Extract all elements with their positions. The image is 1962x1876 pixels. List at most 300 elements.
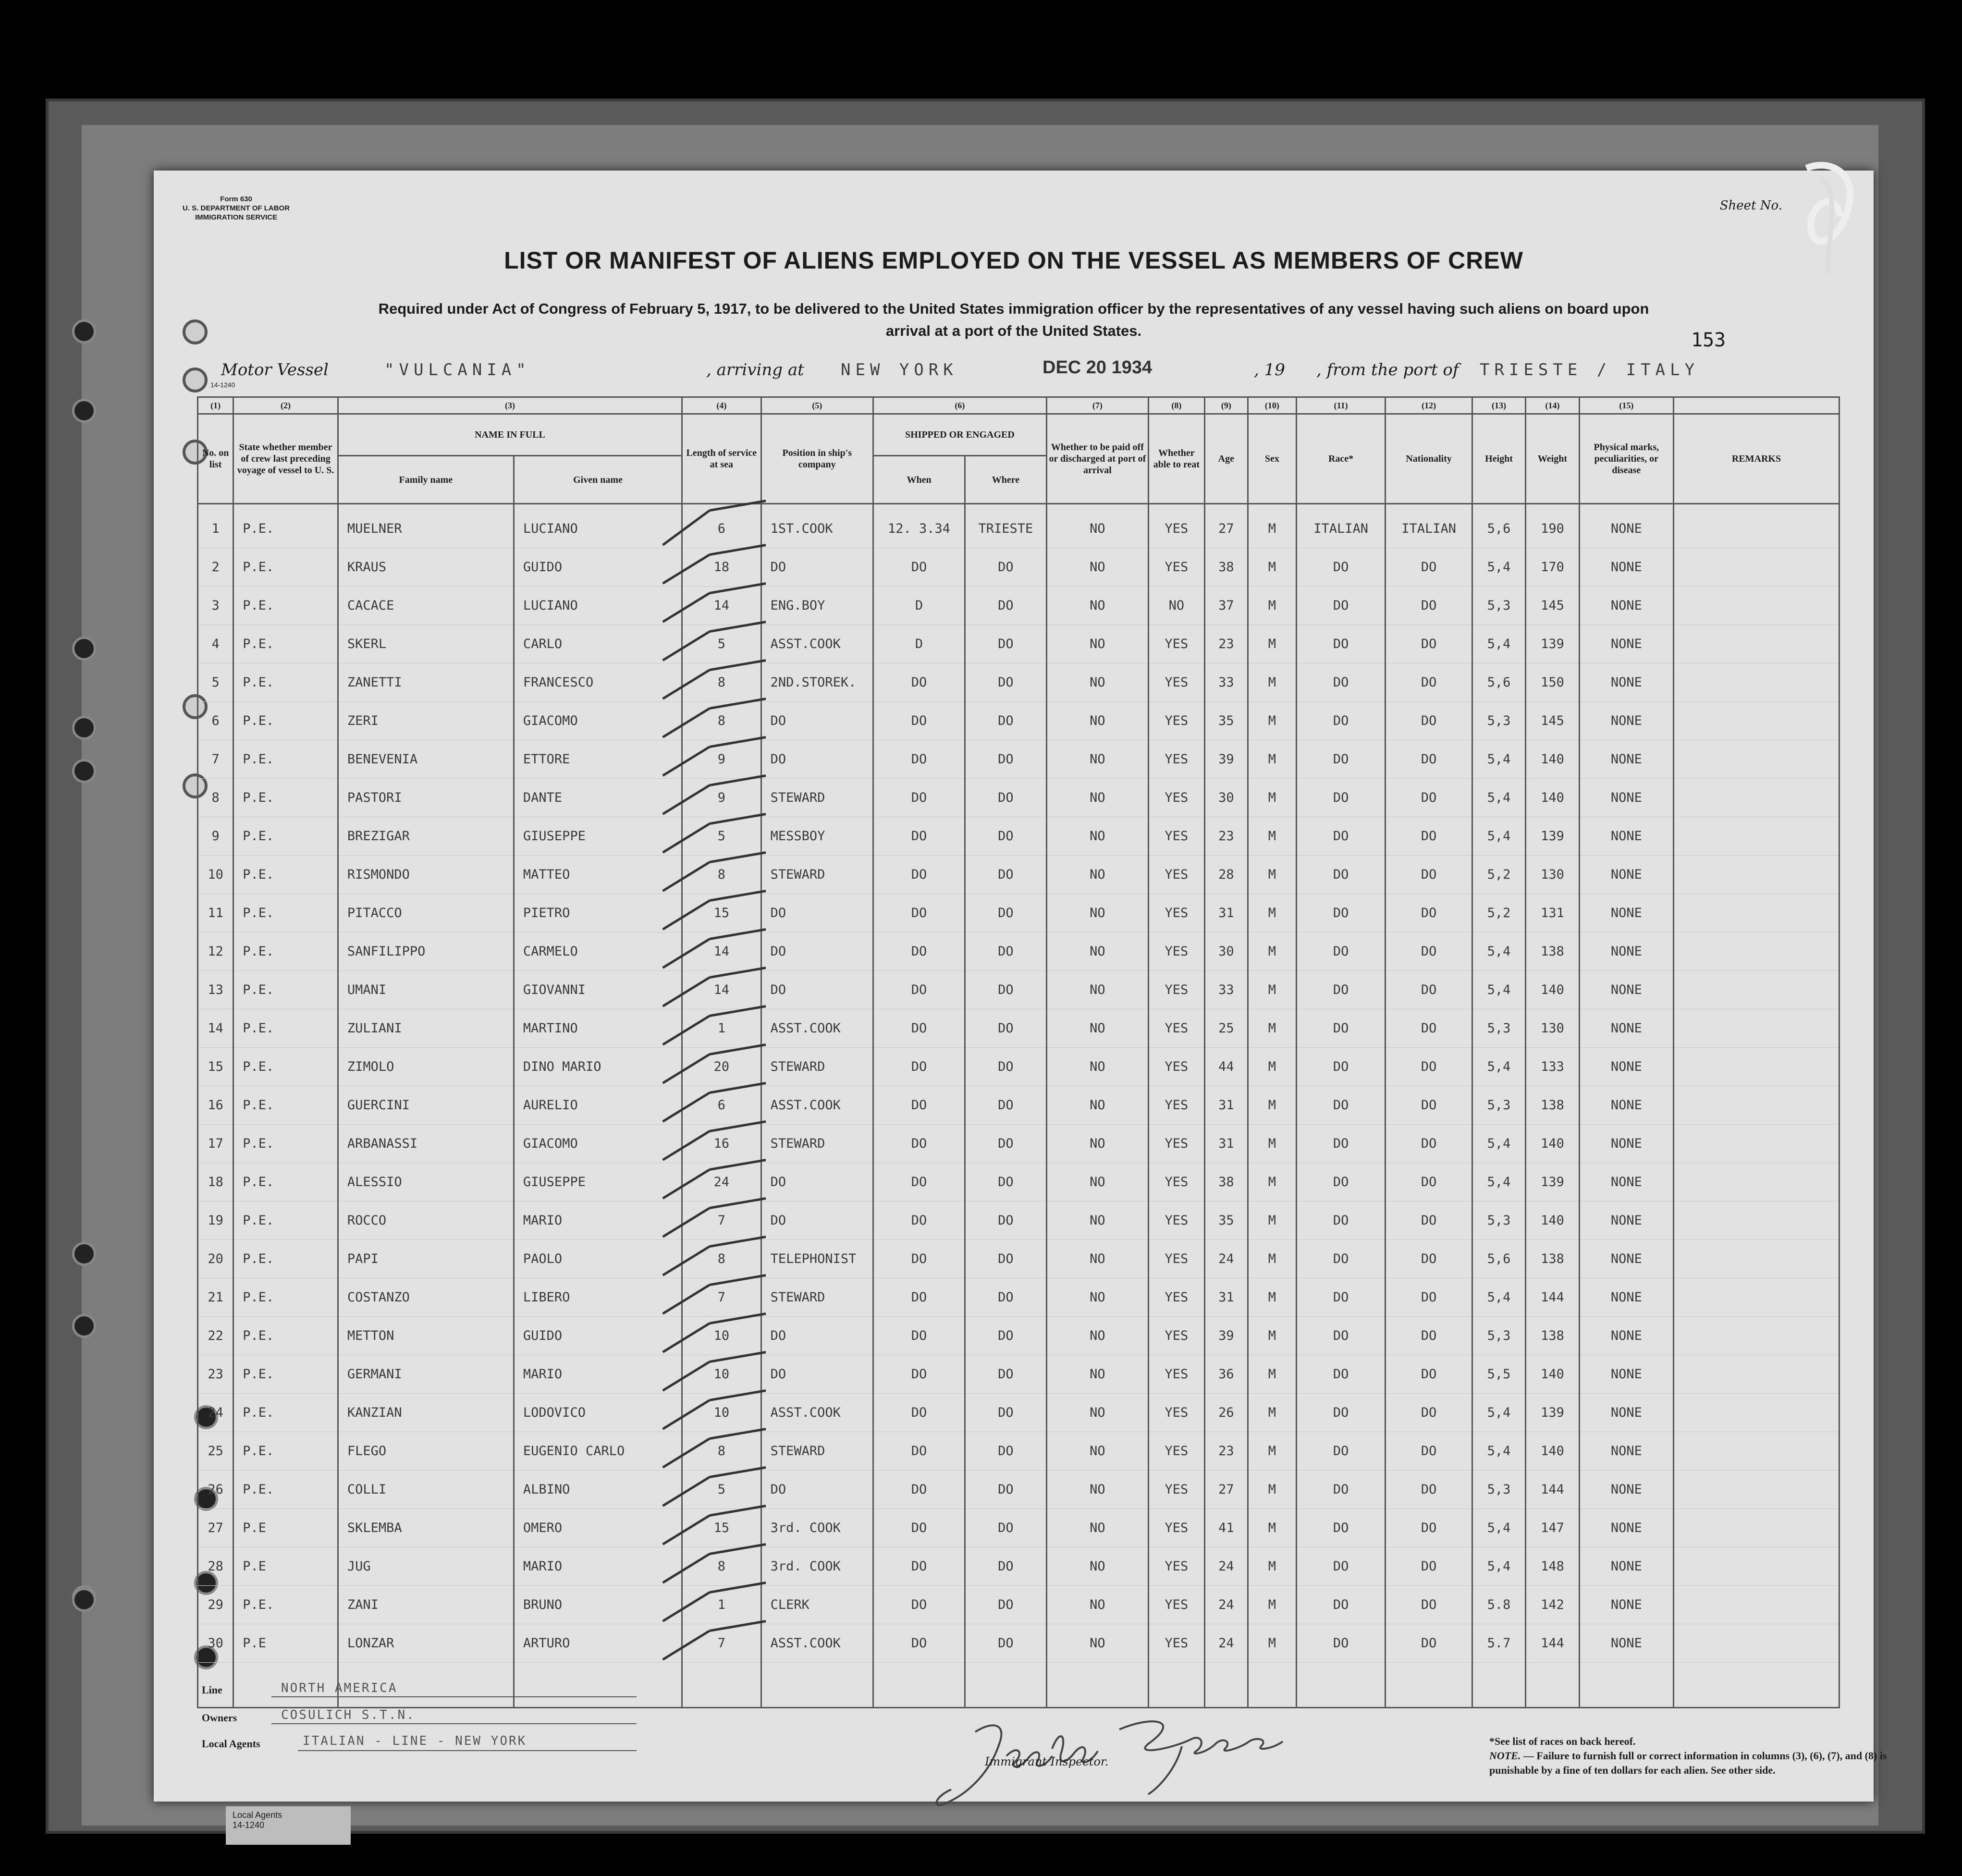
row-service: 10 xyxy=(682,1394,761,1432)
row-nationality: DO xyxy=(1386,1547,1472,1586)
row-state: P.E xyxy=(233,1547,338,1586)
header-age: Age xyxy=(1204,414,1248,504)
row-age: 24 xyxy=(1204,1240,1248,1278)
row-weight: 145 xyxy=(1526,587,1579,625)
row-paid-off: NO xyxy=(1046,1048,1148,1086)
header-shipped-engaged: SHIPPED OR ENGAGED xyxy=(873,414,1047,456)
row-weight: 147 xyxy=(1526,1509,1579,1547)
row-remarks xyxy=(1673,1355,1839,1394)
row-height: 5,3 xyxy=(1472,702,1525,740)
header-row-1 xyxy=(198,414,1839,456)
table-row xyxy=(198,1163,1839,1202)
owners-label: Owners xyxy=(202,1712,237,1724)
row-given-name: GUIDO xyxy=(514,548,682,587)
row-nationality: DO xyxy=(1386,740,1472,779)
row-weight: 130 xyxy=(1526,856,1579,894)
row-weight: 138 xyxy=(1526,932,1579,971)
row-paid-off: NO xyxy=(1046,1240,1148,1278)
row-service: 15 xyxy=(682,894,761,932)
row-service: 7 xyxy=(682,1624,761,1663)
row-family-name: RISMONDO xyxy=(338,856,514,894)
row-weight: 140 xyxy=(1526,779,1579,817)
row-sex: M xyxy=(1248,1624,1296,1663)
port-of-arrival: NEW YORK xyxy=(841,360,958,380)
row-height: 5,4 xyxy=(1472,779,1525,817)
row-given-name: GIACOMO xyxy=(514,1125,682,1163)
tab-label: Local Agents xyxy=(233,1810,282,1820)
row-service: 14 xyxy=(682,971,761,1009)
line-label: Line xyxy=(202,1684,222,1696)
row-race: DO xyxy=(1296,1009,1386,1048)
row-remarks xyxy=(1673,856,1839,894)
row-race: DO xyxy=(1296,625,1386,663)
punch-hole xyxy=(183,368,208,392)
row-where: DO xyxy=(965,932,1047,971)
row-nationality: DO xyxy=(1386,587,1472,625)
row-race: DO xyxy=(1296,1202,1386,1240)
row-sex: M xyxy=(1248,702,1296,740)
row-number: 3 xyxy=(198,587,233,625)
row-height: 5,4 xyxy=(1472,1509,1525,1547)
row-nationality: DO xyxy=(1386,817,1472,856)
row-service: 14 xyxy=(682,932,761,971)
row-state: P.E. xyxy=(233,1240,338,1278)
row-where: DO xyxy=(965,1509,1047,1547)
table-row xyxy=(198,587,1839,625)
row-when: DO xyxy=(873,971,965,1009)
row-paid-off: NO xyxy=(1046,1202,1148,1240)
row-paid-off: NO xyxy=(1046,779,1148,817)
row-position: DO xyxy=(761,702,873,740)
row-family-name: BREZIGAR xyxy=(338,817,514,856)
row-physical-marks: NONE xyxy=(1579,740,1673,779)
row-state: P.E. xyxy=(233,1394,338,1432)
row-age: 44 xyxy=(1204,1048,1248,1086)
row-number: 30 xyxy=(198,1624,233,1663)
row-able-read: YES xyxy=(1149,504,1205,548)
row-height: 5,4 xyxy=(1472,1547,1525,1586)
row-sex: M xyxy=(1248,548,1296,587)
row-given-name: MARIO xyxy=(514,1547,682,1586)
row-age: 31 xyxy=(1204,894,1248,932)
row-paid-off: NO xyxy=(1046,971,1148,1009)
row-position: ASST.COOK xyxy=(761,1086,873,1125)
row-sex: M xyxy=(1248,1125,1296,1163)
row-age: 35 xyxy=(1204,1202,1248,1240)
row-state: P.E. xyxy=(233,1125,338,1163)
row-family-name: GUERCINI xyxy=(338,1086,514,1125)
row-number: 24 xyxy=(198,1394,233,1432)
row-sex: M xyxy=(1248,1086,1296,1125)
header-sex: Sex xyxy=(1248,414,1296,504)
row-state: P.E. xyxy=(233,702,338,740)
binder-hole xyxy=(72,637,96,661)
row-sex: M xyxy=(1248,587,1296,625)
col-num: (9) xyxy=(1204,397,1248,414)
row-physical-marks: NONE xyxy=(1579,971,1673,1009)
row-service: 5 xyxy=(682,1471,761,1509)
row-race: DO xyxy=(1296,1086,1386,1125)
note-label: NOTE. xyxy=(1489,1750,1521,1762)
row-weight: 140 xyxy=(1526,740,1579,779)
row-family-name: COLLI xyxy=(338,1471,514,1509)
row-physical-marks: NONE xyxy=(1579,625,1673,663)
row-state: P.E. xyxy=(233,587,338,625)
paperclip xyxy=(1787,159,1864,283)
subtitle-line-1: Required under Act of Congress of February 5, 1917, to be delivered to the United States immigration officer by the representatives of any vessel having such aliens on board upon xyxy=(378,300,1649,317)
row-family-name: ALESSIO xyxy=(338,1163,514,1202)
row-where: DO xyxy=(965,1317,1047,1355)
col-num: (6) xyxy=(873,397,1047,414)
row-position: DO xyxy=(761,548,873,587)
row-position: STEWARD xyxy=(761,1432,873,1471)
row-weight: 140 xyxy=(1526,1202,1579,1240)
row-weight: 130 xyxy=(1526,1009,1579,1048)
row-remarks xyxy=(1673,894,1839,932)
row-family-name: SKLEMBA xyxy=(338,1509,514,1547)
row-when: DO xyxy=(873,1240,965,1278)
row-when: DO xyxy=(873,548,965,587)
row-number: 28 xyxy=(198,1547,233,1586)
table-row xyxy=(198,1317,1839,1355)
row-weight: 138 xyxy=(1526,1240,1579,1278)
row-where: DO xyxy=(965,1202,1047,1240)
row-paid-off: NO xyxy=(1046,504,1148,548)
row-sex: M xyxy=(1248,1586,1296,1624)
row-position: 3rd. COOK xyxy=(761,1509,873,1547)
row-height: 5,4 xyxy=(1472,1394,1525,1432)
row-where: DO xyxy=(965,1394,1047,1432)
row-nationality: DO xyxy=(1386,1394,1472,1432)
row-remarks xyxy=(1673,932,1839,971)
row-remarks xyxy=(1673,1125,1839,1163)
row-state: P.E. xyxy=(233,856,338,894)
row-sex: M xyxy=(1248,504,1296,548)
row-where: DO xyxy=(965,1471,1047,1509)
row-age: 38 xyxy=(1204,1163,1248,1202)
table-row xyxy=(198,1278,1839,1317)
row-when: DO xyxy=(873,1547,965,1586)
row-able-read: YES xyxy=(1149,1240,1205,1278)
table-row xyxy=(198,1432,1839,1471)
arriving-label: , arriving at xyxy=(706,360,804,380)
row-when: DO xyxy=(873,894,965,932)
row-position: STEWARD xyxy=(761,1125,873,1163)
row-when: DO xyxy=(873,1355,965,1394)
row-given-name: GUIDO xyxy=(514,1317,682,1355)
row-position: 1ST.COOK xyxy=(761,504,873,548)
row-service: 5 xyxy=(682,817,761,856)
row-race: DO xyxy=(1296,856,1386,894)
row-where: DO xyxy=(965,587,1047,625)
row-family-name: GERMANI xyxy=(338,1355,514,1394)
row-remarks xyxy=(1673,817,1839,856)
row-paid-off: NO xyxy=(1046,1009,1148,1048)
row-weight: 139 xyxy=(1526,817,1579,856)
row-race: DO xyxy=(1296,663,1386,702)
row-service: 8 xyxy=(682,1240,761,1278)
row-number: 18 xyxy=(198,1163,233,1202)
row-age: 37 xyxy=(1204,587,1248,625)
row-number: 20 xyxy=(198,1240,233,1278)
row-paid-off: NO xyxy=(1046,1394,1148,1432)
header-height: Height xyxy=(1472,414,1525,504)
row-paid-off: NO xyxy=(1046,625,1148,663)
row-height: 5,2 xyxy=(1472,894,1525,932)
row-able-read: YES xyxy=(1149,971,1205,1009)
row-age: 38 xyxy=(1204,548,1248,587)
header-where: Where xyxy=(965,456,1047,504)
row-state: P.E xyxy=(233,1509,338,1547)
row-able-read: YES xyxy=(1149,625,1205,663)
row-race: DO xyxy=(1296,702,1386,740)
line-rule xyxy=(271,1696,637,1697)
row-paid-off: NO xyxy=(1046,856,1148,894)
row-when: DO xyxy=(873,932,965,971)
row-weight: 144 xyxy=(1526,1624,1579,1663)
row-when: DO xyxy=(873,1086,965,1125)
row-nationality: DO xyxy=(1386,548,1472,587)
row-sex: M xyxy=(1248,1355,1296,1394)
row-age: 39 xyxy=(1204,1317,1248,1355)
row-given-name: LUCIANO xyxy=(514,504,682,548)
row-weight: 142 xyxy=(1526,1586,1579,1624)
row-paid-off: NO xyxy=(1046,932,1148,971)
row-sex: M xyxy=(1248,663,1296,702)
row-physical-marks: NONE xyxy=(1579,1586,1673,1624)
row-physical-marks: NONE xyxy=(1579,894,1673,932)
form-code: 14-1240 xyxy=(210,381,235,389)
row-where: DO xyxy=(965,1086,1047,1125)
table-row xyxy=(198,663,1839,702)
col-num: (12) xyxy=(1386,397,1472,414)
row-service: 8 xyxy=(682,702,761,740)
row-remarks xyxy=(1673,779,1839,817)
header-able-read: Whether able to reat xyxy=(1149,414,1205,504)
row-position: DO xyxy=(761,1355,873,1394)
row-where: DO xyxy=(965,1355,1047,1394)
row-position: STEWARD xyxy=(761,779,873,817)
row-age: 26 xyxy=(1204,1394,1248,1432)
row-physical-marks: NONE xyxy=(1579,1009,1673,1048)
row-given-name: GIOVANNI xyxy=(514,971,682,1009)
row-able-read: YES xyxy=(1149,1624,1205,1663)
row-when: DO xyxy=(873,817,965,856)
row-when: DO xyxy=(873,1432,965,1471)
document-subtitle xyxy=(221,298,1806,342)
form-number: Form 630 xyxy=(220,195,252,203)
row-family-name: ZERI xyxy=(338,702,514,740)
row-family-name: COSTANZO xyxy=(338,1278,514,1317)
row-number: 17 xyxy=(198,1125,233,1163)
row-height: 5,3 xyxy=(1472,587,1525,625)
column-number-row xyxy=(198,397,1839,414)
row-state: P.E. xyxy=(233,1278,338,1317)
row-given-name: GIACOMO xyxy=(514,702,682,740)
row-family-name: PASTORI xyxy=(338,779,514,817)
row-able-read: YES xyxy=(1149,1509,1205,1547)
row-service: 16 xyxy=(682,1125,761,1163)
row-able-read: YES xyxy=(1149,663,1205,702)
row-physical-marks: NONE xyxy=(1579,1547,1673,1586)
row-number: 21 xyxy=(198,1278,233,1317)
row-position: ASST.COOK xyxy=(761,1394,873,1432)
row-nationality: DO xyxy=(1386,1163,1472,1202)
row-age: 24 xyxy=(1204,1624,1248,1663)
service: IMMIGRATION SERVICE xyxy=(195,213,278,221)
row-height: 5,4 xyxy=(1472,1278,1525,1317)
table-row xyxy=(198,1394,1839,1432)
row-where: DO xyxy=(965,702,1047,740)
row-age: 23 xyxy=(1204,817,1248,856)
row-given-name: BRUNO xyxy=(514,1586,682,1624)
row-age: 28 xyxy=(1204,856,1248,894)
row-nationality: DO xyxy=(1386,1278,1472,1317)
row-service: 6 xyxy=(682,504,761,548)
col-num-blank xyxy=(1673,397,1839,414)
row-physical-marks: NONE xyxy=(1579,1086,1673,1125)
row-when: DO xyxy=(873,1278,965,1317)
vessel-type-label: Motor Vessel xyxy=(221,360,329,380)
row-nationality: DO xyxy=(1386,1432,1472,1471)
owners-rule xyxy=(271,1723,637,1724)
row-race: DO xyxy=(1296,1586,1386,1624)
row-given-name: EUGENIO CARLO xyxy=(514,1432,682,1471)
row-sex: M xyxy=(1248,856,1296,894)
row-sex: M xyxy=(1248,894,1296,932)
row-number: 23 xyxy=(198,1355,233,1394)
row-age: 30 xyxy=(1204,932,1248,971)
row-remarks xyxy=(1673,1394,1839,1432)
row-service: 1 xyxy=(682,1586,761,1624)
row-service: 18 xyxy=(682,548,761,587)
table-row xyxy=(198,1086,1839,1125)
row-where: DO xyxy=(965,1125,1047,1163)
row-age: 36 xyxy=(1204,1355,1248,1394)
row-physical-marks: NONE xyxy=(1579,1240,1673,1278)
row-physical-marks: NONE xyxy=(1579,1394,1673,1432)
row-family-name: ROCCO xyxy=(338,1202,514,1240)
row-number: 29 xyxy=(198,1586,233,1624)
header-paid-off: Whether to be paid off or discharged at port of arrival xyxy=(1046,414,1148,504)
row-family-name: ZANETTI xyxy=(338,663,514,702)
row-height: 5,3 xyxy=(1472,1471,1525,1509)
header-given-name: Given name xyxy=(514,456,682,504)
row-able-read: YES xyxy=(1149,1202,1205,1240)
row-nationality: DO xyxy=(1386,1240,1472,1278)
row-number: 15 xyxy=(198,1048,233,1086)
row-paid-off: NO xyxy=(1046,548,1148,587)
row-able-read: NO xyxy=(1149,587,1205,625)
row-remarks xyxy=(1673,625,1839,663)
row-paid-off: NO xyxy=(1046,1509,1148,1547)
row-position: DO xyxy=(761,1202,873,1240)
row-where: DO xyxy=(965,856,1047,894)
row-paid-off: NO xyxy=(1046,1432,1148,1471)
punch-hole xyxy=(183,319,208,344)
row-age: 23 xyxy=(1204,625,1248,663)
sheet-no-label: Sheet No. xyxy=(1719,198,1782,213)
row-nationality: DO xyxy=(1386,1355,1472,1394)
row-able-read: YES xyxy=(1149,1278,1205,1317)
row-race: DO xyxy=(1296,1048,1386,1086)
col-num: (8) xyxy=(1149,397,1205,414)
row-nationality: DO xyxy=(1386,1086,1472,1125)
table-row xyxy=(198,504,1839,548)
row-sex: M xyxy=(1248,779,1296,817)
row-nationality: DO xyxy=(1386,1317,1472,1355)
row-when: DO xyxy=(873,779,965,817)
table-row xyxy=(198,625,1839,663)
header-no-on-list: No. on list xyxy=(198,414,233,504)
row-weight: 131 xyxy=(1526,894,1579,932)
binder-hole xyxy=(72,1242,96,1266)
row-when: DO xyxy=(873,1317,965,1355)
row-where: DO xyxy=(965,1278,1047,1317)
row-weight: 133 xyxy=(1526,1048,1579,1086)
row-nationality: DO xyxy=(1386,702,1472,740)
row-family-name: KANZIAN xyxy=(338,1394,514,1432)
row-sex: M xyxy=(1248,1240,1296,1278)
form-header xyxy=(183,195,290,222)
row-physical-marks: NONE xyxy=(1579,1125,1673,1163)
row-able-read: YES xyxy=(1149,548,1205,587)
row-remarks xyxy=(1673,1163,1839,1202)
row-race: DO xyxy=(1296,779,1386,817)
row-height: 5,4 xyxy=(1472,548,1525,587)
row-nationality: DO xyxy=(1386,1009,1472,1048)
row-state: P.E. xyxy=(233,1202,338,1240)
row-position: ASST.COOK xyxy=(761,1009,873,1048)
row-nationality: DO xyxy=(1386,1471,1472,1509)
row-age: 35 xyxy=(1204,702,1248,740)
row-remarks xyxy=(1673,1048,1839,1086)
row-where: TRIESTE xyxy=(965,504,1047,548)
row-when: DO xyxy=(873,1009,965,1048)
col-num: (4) xyxy=(682,397,761,414)
table-row xyxy=(198,817,1839,856)
row-family-name: PITACCO xyxy=(338,894,514,932)
row-weight: 144 xyxy=(1526,1278,1579,1317)
row-nationality: DO xyxy=(1386,1509,1472,1547)
row-able-read: YES xyxy=(1149,1432,1205,1471)
row-age: 27 xyxy=(1204,504,1248,548)
binder-hole xyxy=(72,1588,96,1612)
row-nationality: DO xyxy=(1386,1624,1472,1663)
row-where: DO xyxy=(965,740,1047,779)
row-state: P.E. xyxy=(233,1317,338,1355)
row-race: DO xyxy=(1296,1163,1386,1202)
row-remarks xyxy=(1673,587,1839,625)
row-where: DO xyxy=(965,1547,1047,1586)
row-remarks xyxy=(1673,548,1839,587)
subtitle-line-2: arrival at a port of the United States. xyxy=(885,322,1142,339)
row-remarks xyxy=(1673,1509,1839,1547)
row-sex: M xyxy=(1248,1163,1296,1202)
col-num: (2) xyxy=(233,397,338,414)
row-paid-off: NO xyxy=(1046,1471,1148,1509)
binder-hole xyxy=(72,716,96,740)
row-remarks xyxy=(1673,740,1839,779)
row-family-name: SKERL xyxy=(338,625,514,663)
row-sex: M xyxy=(1248,1048,1296,1086)
row-remarks xyxy=(1673,1317,1839,1355)
row-age: 30 xyxy=(1204,779,1248,817)
row-height: 5,4 xyxy=(1472,1432,1525,1471)
row-family-name: MUELNER xyxy=(338,504,514,548)
row-state: P.E. xyxy=(233,779,338,817)
date-stamp: DEC 20 1934 xyxy=(1042,357,1153,378)
